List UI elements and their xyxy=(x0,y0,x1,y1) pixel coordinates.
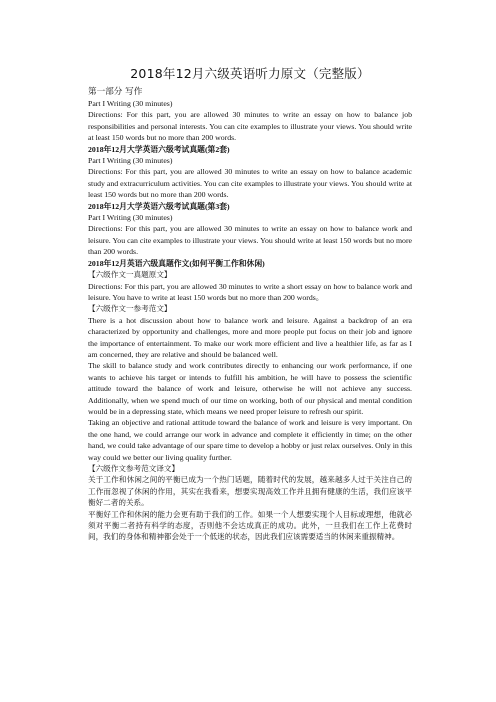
section-heading: 第一部分 写作 xyxy=(88,87,143,97)
translation-label: 【六级作文参考范文译文】 xyxy=(88,464,180,473)
sample-essay-label: 【六级作文一参考范文】 xyxy=(88,304,172,314)
document-page xyxy=(88,66,412,543)
part-heading-1: Part I Writing (30 minutes) xyxy=(88,99,173,108)
document-title: 2018年12月六级英语听力原文（完整版） xyxy=(130,66,370,81)
essay-paragraph-2: The skill to balance study and work contributes directly to enhancing our work performance, if one wants to achieve his target or intends to fulfill his ambition, he will have to possess the scientific attitude toward the balance of work and leisure, otherwise he will not achieve any success. Additionally, when we spend much of our time on working, both of our physical and mental condition would be in a depressing state, which means we need proper leisure to refresh our spirit. xyxy=(88,361,412,416)
translation-paragraph-2: 平衡好工作和休闲的能力会更有助于我们的工作。如果一个人想要实现个人目标或理想，他就必须对平衡二者持有科学的态度，否则他不会达成真正的成功。此外，一旦我们在工作上花费时间，我们的身体和精神都会处于一个低迷的状态，因此我们应该需要适当的休闲来重振精神。 xyxy=(88,509,412,542)
directions-1: Directions: For this part, you are allowed 30 minutes to write an essay on how to balance job responsibilities and personal interests. You can cite examples to illustrate your views. You should write at least 150 words but no more than 200 words. xyxy=(88,110,412,143)
essay-paragraph-3: Taking an objective and rational attitude toward the balance of work and leisure is very important. On the one hand, we could arrange our work in advance and complete it efficiently in time; on the other hand, we could take advantage of our spare time to develop a hobby or just relax ourselves. Only in this way could we better our living quality further. xyxy=(88,418,412,462)
essay-paragraph-1: There is a hot discussion about how to balance work and leisure. Against a backdrop of an era characterized by opportunity and challenges, more and more people put focus on their job and ignore the importance of entertainment. To make our work more efficient and live a healthier life, as far as I am concerned, they are relative and should be balanced well. xyxy=(88,315,412,359)
part-heading-3: Part I Writing (30 minutes) xyxy=(88,213,173,223)
exam-heading-2: 2018年12月大学英语六级考试真题(第2套) xyxy=(88,144,230,154)
translation-paragraph-1: 关于工作和休闲之间的平衡已成为一个热门话题，随着时代的发展，越来越多人过于关注自己的工作而忽视了休闲的作用，其实在我看来，想要实现高效工作并且拥有健康的生活，我们应该平衡好二者的关系。 xyxy=(88,475,412,508)
directions-4: Directions: For this part, you are allowed 30 minutes to write a short essay on how to balance work and leisure. You have to write at least 150 words but no more than 200 words。 xyxy=(88,281,412,302)
exam-heading-3: 2018年12月大学英语六级考试真题(第3套) xyxy=(88,201,230,211)
part-heading-2: Part I Writing (30 minutes) xyxy=(88,156,173,166)
original-question-label: 【六级作文一真题原文】 xyxy=(88,270,172,280)
directions-3: Directions: For this part, you are allowed 30 minutes to write an essay on how to balance work and leisure. You can cite examples to illustrate your views. You should write at least 150 words but no more than 200 words. xyxy=(88,224,412,257)
essay-heading: 2018年12月英语六级真题作文(如何平衡工作和休闲) xyxy=(88,258,265,268)
directions-2: Directions: For this part, you are allowed 30 minutes to write an essay on how to balance academic study and extracurriculum activities. You can cite examples to illustrate your views. You should write at least 150 words but no more than 200 words. xyxy=(88,167,412,200)
